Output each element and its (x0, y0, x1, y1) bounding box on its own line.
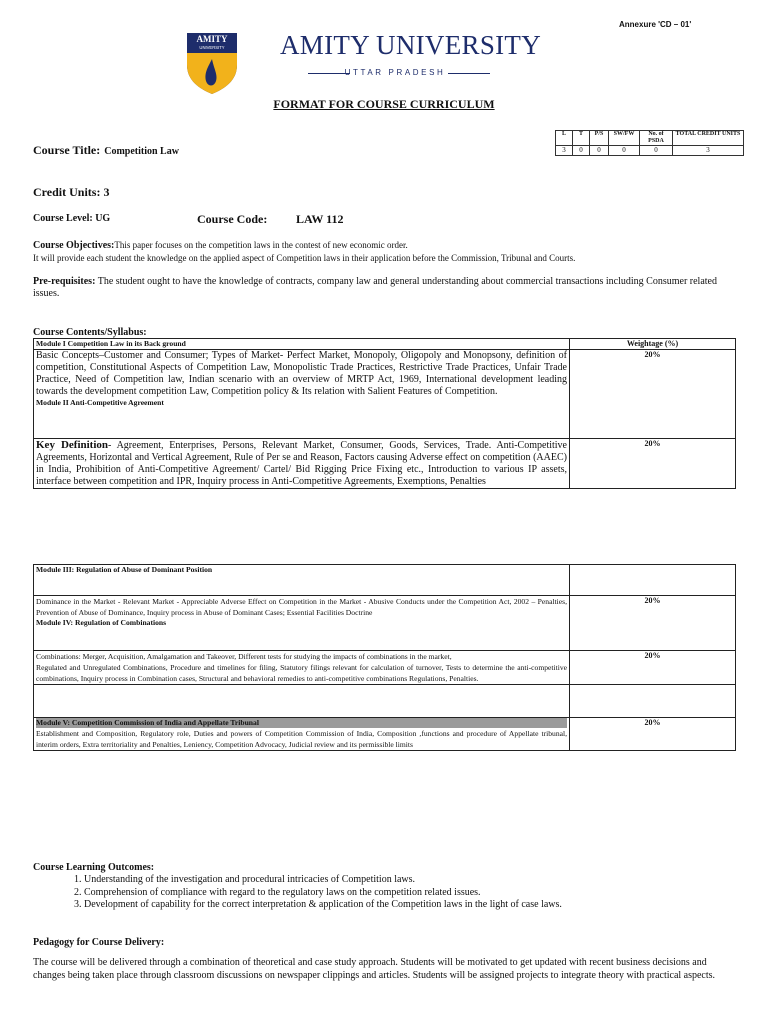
objectives-line-2: It will provide each student the knowledge on the applied aspect of Competition laws in their application before the Commission, Tribunal and Courts. (33, 253, 576, 263)
table-row (34, 718, 736, 751)
table-row (34, 339, 736, 350)
divider-right (448, 73, 490, 74)
prereq-text: The student ought to have the knowledge of contracts, company law and general understanding about commercial transactions including Consumer related issues. (33, 276, 717, 299)
key-definition-label: Key Definition (36, 439, 109, 451)
credit-value-cell: 3 (556, 146, 573, 156)
credit-value-cell: 0 (573, 146, 590, 156)
module-5-text: Establishment and Composition, Regulatory role, Duties and powers of Competition Commission of India, Composition ,functions and procedure of Appellate tribunal, interim orders, Extra territoriality and Penalties, Leniency, Competition Advocacy, Judicial review and its permissible limits (36, 729, 567, 749)
course-title-row (33, 141, 179, 159)
logo-text-top: AMITY (196, 34, 228, 44)
empty-cell (570, 685, 736, 718)
course-code-label: Course Code: (197, 212, 268, 226)
university-name: AMITY UNIVERSITY (280, 30, 542, 60)
module-4-title: Module IV: Regulation of Combinations (36, 618, 167, 627)
module-3-content (34, 596, 570, 651)
list-item: 3. Development of capability for the correct interpretation & application of the Competition laws in the light of case laws. (84, 899, 734, 912)
pedagogy-heading: Pedagogy for Course Delivery: (33, 937, 165, 948)
syllabus-table-1 (33, 338, 736, 489)
amity-logo (184, 31, 240, 95)
empty-cell (34, 685, 570, 718)
credit-header-cell: TOTAL CREDIT UNITS (673, 131, 744, 146)
objectives-line-1: This paper focuses on the competition laws in the contest of new economic order. (114, 240, 408, 250)
module-4-weight: 20% (570, 651, 736, 685)
weightage-header: Weightage (%) (570, 339, 736, 350)
list-item: 1. Understanding of the investigation and procedural intricacies of Competition laws. (84, 874, 734, 887)
table-row (34, 596, 736, 651)
pedagogy-text: The course will be delivered through a combination of theoretical and case study approach. Students will be motivated to get updated with recent business decisions and changes being taken place through classroom discussions on newspaper clippings and articles. Students will be assigned projects to integrate theory with practical aspects. (33, 957, 716, 981)
module-1-title: Module I Competition Law in its Back ground (34, 339, 570, 350)
course-objectives (33, 239, 713, 265)
module-4-text-1: Combinations: Merger, Acquisition, Amalgamation and Takeover, Different tests for studying the impacts of combinations in the market, (36, 652, 452, 661)
credit-table-header-row (556, 131, 744, 146)
table-row (34, 565, 736, 596)
prereq-label: Pre-requisites: (33, 276, 96, 287)
table-row (34, 651, 736, 685)
credit-units: Credit Units: 3 (33, 185, 110, 199)
table-row (34, 350, 736, 439)
credit-header-cell: P/S (590, 131, 609, 146)
module-2-weight: 20% (570, 439, 736, 489)
module-1-weight: 20% (570, 350, 736, 439)
module-2-content (34, 439, 570, 489)
syllabus-table-2 (33, 564, 736, 751)
module-2-title: Module II Anti-Competitive Agreement (36, 398, 164, 407)
module-1-text: Basic Concepts–Customer and Consumer; Types of Market- Perfect Market, Monopoly, Oligopoly and Monopsony, definition of competition, Constitutional Aspects of Competition Law, Monopolistic Trade Practices, Restrictive Trade Practices, Unfair Trade Practice, Need of Competition law, Indian scenario with an overview of MRTP Act, 1969, International development leading towards the development competition Law, Competition policy & Its relation with Salient Features of Competition. (36, 350, 567, 397)
credit-header-cell: SW/FW (609, 131, 640, 146)
prerequisites (33, 276, 723, 300)
university-state: UTTAR PRADESH (344, 68, 446, 77)
list-item: 2. Comprehension of compliance with regard to the regulatory laws on the competition related issues. (84, 887, 734, 900)
credit-table-value-row (556, 146, 744, 156)
annexure-label: Annexure 'CD – 01' (619, 20, 692, 29)
module-1-content (34, 350, 570, 439)
credit-value-cell: 0 (640, 146, 673, 156)
module-3-title-cell (34, 565, 570, 596)
empty-cell (570, 565, 736, 596)
module-5-title: Module V: Competition Commission of India and Appellate Tribunal (36, 718, 567, 728)
module-4-text-2: Regulated and Unregulated Combinations, Procedure and timelines for filing, Statutory filings relevant for calculation of turnover, Tests to determine the anti-competitive combinations, Inquiry process in Combination cases, Structural and behavioral remedies to anti-competitive combinations Regulations, Penalties. (36, 663, 567, 683)
page-title: FORMAT FOR COURSE CURRICULUM (273, 97, 495, 111)
syllabus-heading: Course Contents/Syllabus: (33, 327, 147, 338)
credit-header-cell: No. of PSDA (640, 131, 673, 146)
credit-units-table (555, 130, 744, 156)
module-5-content (34, 718, 570, 751)
credit-value-cell: 0 (609, 146, 640, 156)
module-2-text: - Agreement, Enterprises, Persons, Relevant Market, Consumer, Goods, Services, Trade. Anti-Competitive Agreements, Horizontal and Vertical Agreement, Rule of Per se and Reason, Factors causing Adverse effect on competition (AAEC) in India, Prohibition of Anti-Competitive Agreement/ Cartel/ Bid Rigging Price Fixing etc., Introduction to various IP assets, interface between competition and IPR, Inquiry process in Anti-Competitive Agreements, Exemptions, Penalties (36, 440, 567, 487)
course-code-value: LAW 112 (296, 212, 344, 226)
credit-value-cell: 0 (590, 146, 609, 156)
table-row (34, 439, 736, 489)
module-3-weight: 20% (570, 596, 736, 651)
spacer (36, 628, 567, 650)
objectives-label: Course Objectives: (33, 240, 115, 251)
module-3-title: Module III: Regulation of Abuse of Dominant Position (36, 565, 213, 574)
outcomes-list (72, 874, 734, 912)
module-3-text: Dominance in the Market - Relevant Market - Appreciable Adverse Effect on Competition in the Market - Abusive Conducts under the Competition Act, 2002 – Penalties, Prevention of Abuse of Dominance, Inquiry process in Abuse of Dominant Cases; Essential Facilities Doctrine (36, 597, 567, 617)
credit-header-cell: T (573, 131, 590, 146)
credit-value-cell: 3 (673, 146, 744, 156)
university-state-block (300, 68, 490, 82)
module-5-weight: 20% (570, 718, 736, 751)
credit-header-cell: L (556, 131, 573, 146)
outcomes-heading: Course Learning Outcomes: (33, 862, 155, 873)
module-4-content (34, 651, 570, 685)
course-title-label: Course Title: (33, 143, 101, 157)
spacer (36, 408, 567, 438)
logo-text-bottom: UNIVERSITY (199, 45, 225, 50)
table-row (34, 685, 736, 718)
course-title-value: Competition Law (104, 146, 179, 157)
course-level: Course Level: UG (33, 213, 111, 224)
